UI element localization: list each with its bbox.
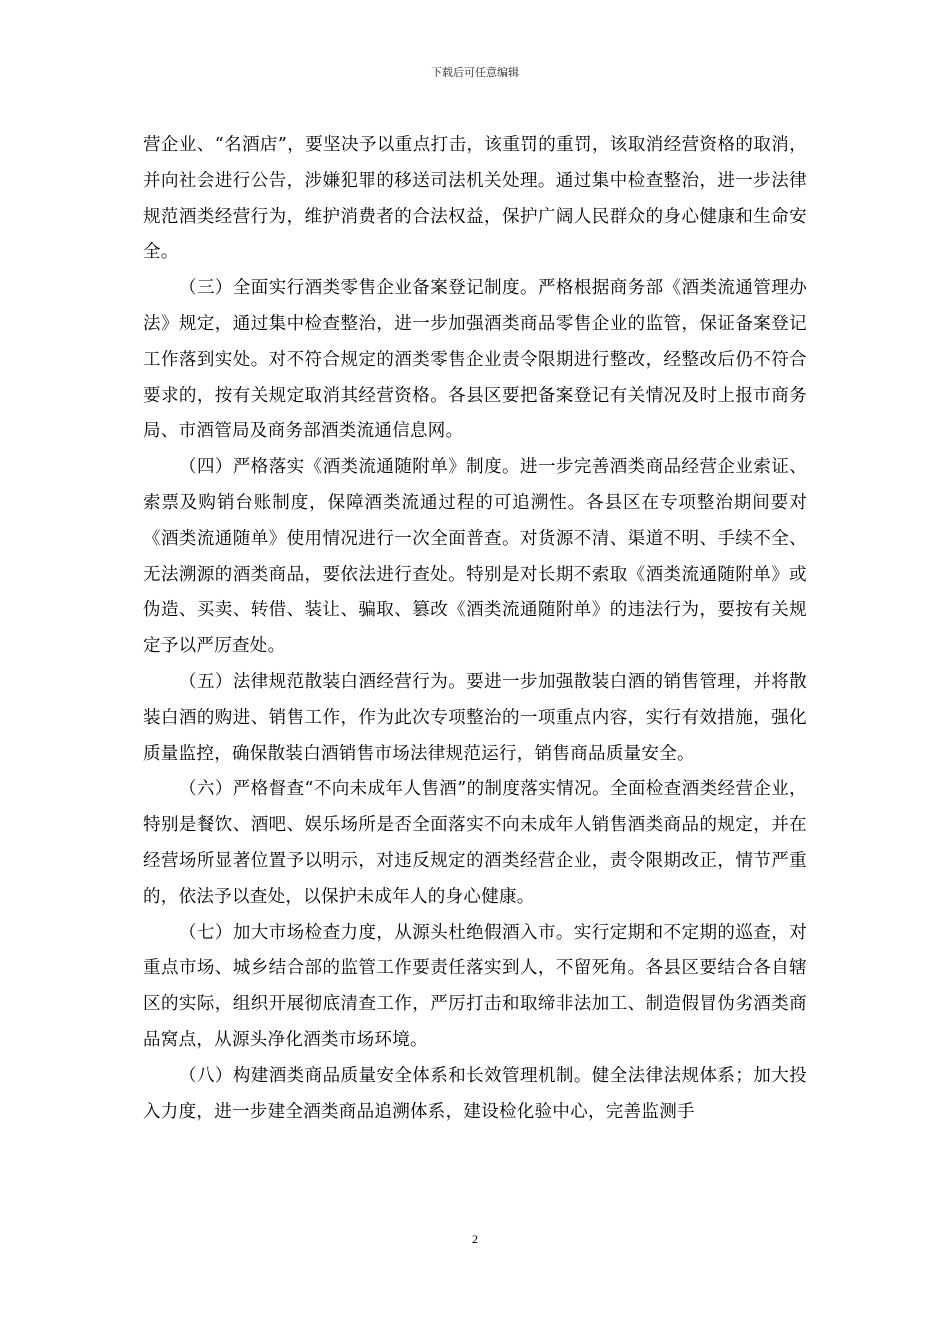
paragraph-section-3: （三）全面实行酒类零售企业备案登记制度。严格根据商务部《酒类流通管理办法》规定，通过集中检查整治，进一步加强酒类商品零售企业的监管，保证备案登记工作落到实处。对不符合规定的酒类零售企业责令限期进行整改，经整改后仍不符合要求的，按有关规定取消其经营资格。各县区要把备案登记有关情况及时上报市商务局、市酒管局及商务部酒类流通信息网。	[143, 278, 807, 442]
paragraph-section-8: （八）构建酒类商品质量安全体系和长效管理机制。健全法律法规体系；加大投入力度，进一步建全酒类商品追溯体系，建设检化验中心，完善监测手	[143, 1065, 807, 1122]
page-number: 2	[472, 1232, 478, 1246]
paragraph-section-7: （七）加大市场检查力度，从源头杜绝假酒入市。实行定期和不定期的巡查，对重点市场、城乡结合部的监管工作要责任落实到人，不留死角。各县区要结合各自辖区的实际，组织开展彻底清查工作，严厉打击和取缔非法加工、制造假冒伪劣酒类商品窝点，从源头净化酒类市场环境。	[143, 922, 807, 1050]
paragraph-section-6: （六）严格督查“不向未成年人售酒”的制度落实情况。全面检查酒类经营企业，特别是餐饮、酒吧、娱乐场所是否全面落实不向未成年人销售酒类商品的规定，并在经营场所显著位置予以明示，对违反规定的酒类经营企业，责令限期改正，情节严重的，依法予以查处，以保护未成年人的身心健康。	[143, 779, 807, 907]
document-body	[143, 128, 807, 1130]
paragraph-continuation: 营企业、“名酒店”，要坚决予以重点打击，该重罚的重罚，该取消经营资格的取消，并向社会进行公告，涉嫌犯罪的移送司法机关处理。通过集中检查整治，进一步法律规范酒类经营行为，维护消费者的合法权益，保护广阔人民群众的身心健康和生命安全。	[143, 135, 807, 263]
paragraph-section-4: （四）严格落实《酒类流通随附单》制度。进一步完善酒类商品经营企业索证、索票及购销台账制度，保障酒类流通过程的可追溯性。各县区在专项整治期间要对《酒类流通随单》使用情况进行一次全面普查。对货源不清、渠道不明、手续不全、无法溯源的酒类商品，要依法进行查处。特别是对长期不索取《酒类流通随附单》或伪造、买卖、转借、装让、骗取、篡改《酒类流通随附单》的违法行为，要按有关规定予以严厉查处。	[143, 457, 807, 657]
page-header: 下载后可任意编辑	[431, 66, 519, 79]
paragraph-section-5: （五）法律规范散装白酒经营行为。要进一步加强散装白酒的销售管理，并将散装白酒的购进、销售工作，作为此次专项整治的一项重点内容，实行有效措施，强化质量监控，确保散装白酒销售市场法律规范运行，销售商品质量安全。	[143, 671, 807, 764]
